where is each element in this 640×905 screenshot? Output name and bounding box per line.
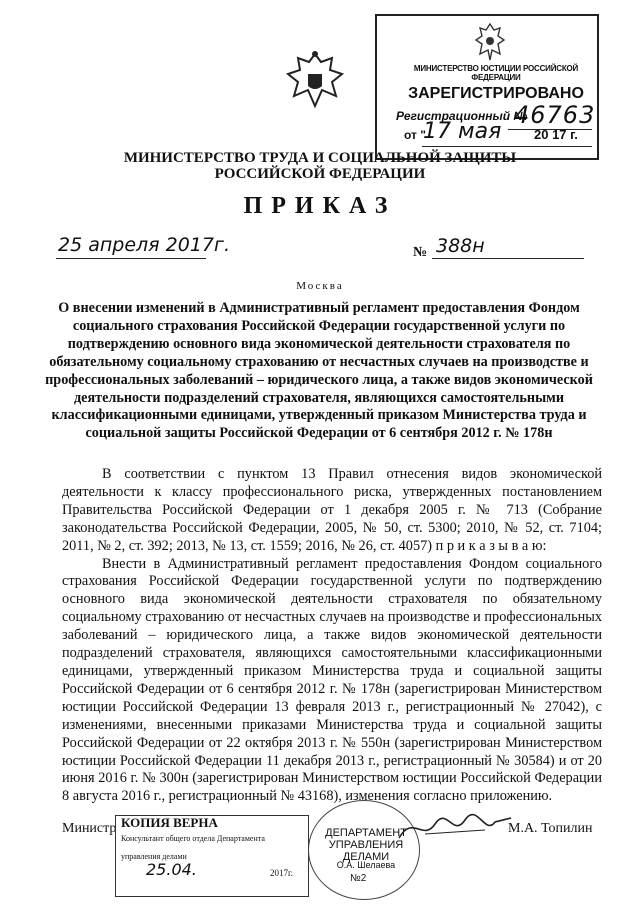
dept-stamp-number: №2 [350, 873, 367, 884]
stamp-number-value: 46763 [514, 101, 596, 129]
coat-of-arms-icon [280, 48, 350, 114]
copy-stamp-date: 25.04. [146, 860, 197, 879]
document-title: О внесении изменений в Административный регламент предоставления Фондом социального страхования Российской Федерации государственной услуги по подтверждению основного вида экономической деятельности страхователя по обязательному социальному страхованию от несчастных случаев на производстве и профессиональных заболеваний – юридического лица, а также видов экономической деятельности подразделений страхователя, являющихся самостоятельными классификационными единицами, утвержденный приказом Министерства труда и социальной защиты Российской Федерации от 6 сентября 2012 г. № 178н [45, 300, 593, 442]
signer-name: М.А. Топилин [508, 821, 593, 836]
city: Москва [296, 280, 344, 292]
signer-title: Министр [62, 821, 117, 836]
stamp-registered-title: ЗАРЕГИСТРИРОВАНО [408, 85, 584, 102]
copy-stamp-department: управления делами [121, 852, 187, 861]
copy-stamp-year: 2017г. [270, 868, 293, 878]
dept-stamp-name: О.А. Шелаева [336, 860, 396, 870]
dept-stamp-text: ДЕПАРТАМЕНТ УПРАВЛЕНИЯ ДЕЛАМИ [325, 827, 407, 863]
stamp-date-value: 17 мая [423, 119, 502, 144]
stamp-date-underline [422, 146, 592, 147]
coat-of-arms-small-icon [470, 20, 510, 64]
document-type: ПРИКАЗ [243, 193, 397, 219]
document-body [62, 466, 602, 806]
stamp-year: 20 17 г. [534, 127, 578, 142]
order-number-underline [432, 258, 584, 259]
ministry-name-line2: РОССИЙСКОЙ ФЕДЕРАЦИИ [214, 166, 426, 182]
body-paragraph: Внести в Административный регламент предоставления Фондом социального страхования Российской Федерации государственной услуги по подтверждению основного вида экономической деятельности страхователя по обязательному социальному страхованию от несчастных случаев на производстве и профессиональных заболеваний – юридического лица, а также видов экономической деятельности подразделений страхователя, являющихся самостоятельными классификационными единицами, утвержденный приказом Министерства труда и социальной защиты Российской Федерации от 6 сентября 2012 г. № 178н (зарегистрирован Министерством юстиции Российской Федерации 13 февраля 2013 г., регистрационный № 27042), с изменениями, внесенными приказами Министерства труда и социальной защиты Российской Федерации от 22 октября 2013 г. № 550н (зарегистрирован Министерством юстиции Российской Федерации 11 декабря 2013 г., регистрационный № 30584) и от 20 июня 2016 г. № 300н (зарегистрирован Министерством юстиции Российской Федерации 8 августа 2016 г., регистрационный № 43168), изменения согласно приложению. [62, 555, 602, 805]
body-paragraph: В соответствии с пунктом 13 Правил отнесения видов экономической деятельности к классу профессионального риска, утвержденных постановлением Правительства Российской Федерации от 1 декабря 2005 г. № 713 (Собрание законодательства Российской Федерации, 2005, № 50, ст. 5300; 2010, № 52, ст. 7104; 2011, № 2, ст. 392; 2013, № 13, ст. 1559; 2016, № 26, ст. 4057) п р и к а з ы в а ю: [62, 466, 602, 554]
stamp-ministry-name: МИНИСТЕРСТВО ЮСТИЦИИ РОССИЙСКОЙ ФЕДЕРАЦИИ [413, 64, 579, 82]
handwritten-signature-icon [395, 808, 515, 848]
stamp-date-label: от " [404, 128, 426, 142]
stamp-number-label: Регистрационный № [396, 109, 528, 123]
order-date: 25 апреля 2017г. [58, 234, 231, 256]
order-number-label: № [413, 245, 428, 260]
copy-stamp-title: КОПИЯ ВЕРНА [121, 815, 218, 830]
order-number-value: 388н [436, 235, 485, 257]
copy-stamp-position: Консультант общего отдела Департамента [121, 834, 265, 843]
ministry-name-line1: МИНИСТЕРСТВО ТРУДА И СОЦИАЛЬНОЙ ЗАЩИТЫ [123, 150, 517, 166]
order-date-underline [56, 258, 206, 259]
